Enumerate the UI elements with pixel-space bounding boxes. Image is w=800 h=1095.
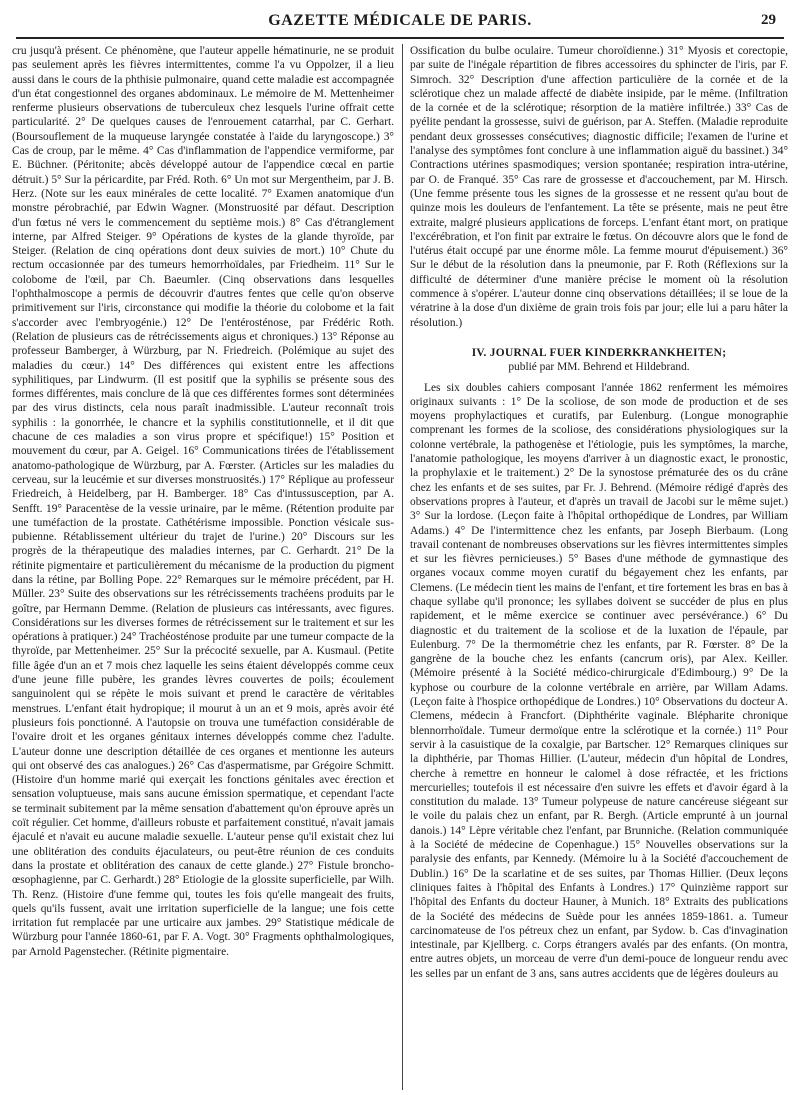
- journal-title: GAZETTE MÉDICALE DE PARIS.: [268, 12, 532, 29]
- right-column: [410, 44, 788, 1090]
- section-subheading: publié par MM. Behrend et Hildebrand.: [508, 361, 690, 374]
- column-divider: [402, 44, 403, 1090]
- header-rule: [16, 37, 784, 39]
- left-column: [12, 44, 394, 1090]
- right-paragraph-1: Ossification du bulbe oculaire. Tumeur choroïdienne.) 31° Myosis et corectopie, par suite de l'inégale répartition de fibres accessoires du sphincter de l'iris, par F. Simroch. 32° Description d'une affection particulière de la cornée et de la sclérotique chez un malade affecté de diabète insipide, par le même. (Infiltration de la cornée et de la sclérotique; résorption de la matière infiltrée.) 33° Cas de pyélite pendant la grossesse, suivi de guérison, par A. Steffen. (Maladie reproduite pendant deux grossesses consécutives; diagnostic difficile; l'examen de l'urine et l'analyse des symptômes font conclure à une inflammation aiguë du bassinet.) 34° Contractions utérines spasmodiques; version spontanée; respiration intra-utérine, par O. de Franqué. 35° Cas rare de grossesse et d'accouchement, par M. Hirsch. (Une femme présente tous les signes de la grossesse et ne ressent qu'au bout de quinze mois les douleurs de l'enfantement. La tête se présente, mais ne peut être extraite, malgré plusieurs applications de forceps. L'enfant étant mort, on pratique l'excérébration, et l'on finit par extraire le fœtus. On découvre alors que le fond de l'utérus était occupé par une énorme môle. La femme mourut d'épuisement.) 36° Sur le début de la résolution dans la pneumonie, par F. Roth (Réflexions sur la difficulté de déterminer d'une manière précise le moment où la résolution commence à s'opérer. L'auteur donne cinq observations détaillées; il se loue de la vératrine à la dose d'un dixième de grain trois fois par jour; elle lui a paru hâter la résolution.): [410, 45, 788, 329]
- page-header: [16, 6, 784, 34]
- page-number: 29: [761, 12, 776, 28]
- right-paragraph-2: Les six doubles cahiers composant l'année 1862 renferment les mémoires originaux suivants : 1° De la scoliose, de son mode de production et de ses moyens prophylactiques et curatifs, par Eulenburg. (Longue monographie comprenant les formes de la scoliose, des considérations physiologiques sur la colonne vertébrale, la pathogenèse et l'étiologie, puis les symptômes, la marche, l'anatomie pathologique, les moyens d'arriver à un diagnostic exact, le pronostic, la prophylaxie et le traitement.) 2° De la synostose prématurée des os du crâne chez les enfants et de ses suites, par Fr. J. Behrend. (Mémoire rédigé d'après des observations propres à l'auteur, et d'après un travail de Jacobi sur le même sujet.) 3° Sur la lordose. (Leçon faite à l'hôpital orthopédique de Londres, par William Adams.) 4° De l'intermittence chez les enfants, par Joseph Bierbaum. (Long travail contenant de nombreuses observations sur les fièvres intermittentes simples et sur les fièvres pernicieuses.) 5° Bases d'une méthode de gymnastique des organes vocaux comme moyen curatif du bégayement chez les enfants, par Clemens. (Le médecin tient les mains de l'enfant, et tire fortement les bras en bas à chaque syllabe qu'il prononce; les syllabes doivent se succéder de plus en plus rapidement, et le même exercice se continuer avec persévérance.) 6° Du diagnostic et du traitement de la scoliose et de la luxation de l'épaule, par Eulenburg. 7° De la thermométrie chez les enfants, par R. Fœrster. 8° De la gangrène de la bouche chez les enfants (cancrum oris), par Alex. Keiller. (Mémoire présenté à la Société médico-chirurgicale d'Edimbourg.) 9° De la kyphose ou courbure de la colonne vertébrale en arrière, par Willam Adams. (Leçon faite à l'hospice orthopédique de Londres.) 10° Observations du docteur A. Clemens, médecin à Francfort. (Diphthérite vaginale. Blépharite chronique blennorrhoïdale. Tumeur dermoïque entre la sclérotique et la cornée.) 11° Pour servir à la casuistique de la coxalgie, par Bartscher. 12° Remarques cliniques sur la diphthérie, par Thomas Hillier. (L'auteur, médecin d'un hôpital de Londres, cherche à remettre en honneur le calomel à dose réfractée, et les frictions mercurielles; toutefois il est nécessaire d'en suivre les effets et d'avoir égard à la constitution du malade. 13° Tumeur polypeuse de nature cancéreuse siégeant sur le voile du palais chez un enfant, par R. Bergh. (Article emprunté à un journal danois.) 14° Lèpre véritable chez l'enfant, par Brunniche. (Relation communiquée à la Société de médecine de Copenhague.) 15° Nouvelles observations sur la paralysie des enfants, par Kennedy. (Mémoire lu à la Société d'accouchement de Dublin.) 16° De la scarlatine et de ses suites, par Thomas Hillier. (Deux leçons cliniques faites à l'hôpital des Enfants à Londres.) 17° Quinzième rapport sur l'hôpital des Enfants du docteur Hauner, à Munich. 18° Extraits des publications de la Société des médecins de Suède pour les années 1859-1861. a. Tumeur carcinomateuse de l'os pétreux chez un enfant, par Sydow. b. Cas d'invagination intestinale, par Kjellberg. c. Corps étrangers avalés par des enfants. (On montra, entre autres objets, un morceau de verre d'un demi-pouce de longueur rendu avec les selles par un enfant de 3 ans, sans autres accidents que de légères douleurs au: [410, 381, 788, 980]
- left-column-text: cru jusqu'à présent. Ce phénomène, que l'auteur appelle hématinurie, ne se produit pas seulement après les fièvres intermittentes, comme l'a vu Oppolzer, il a lieu aussi dans le cours de la phthisie pulmonaire, quand cette maladie est accompagnée d'un état congestionnel des organes abdominaux. Le mémoire de M. Mettenheimer renferme plusieurs observations de tuberculeux chez lesquels l'urine offrait cette particularité. 2° De quelques causes de l'enrouement catarrhal, par C. Gerhart. (Boursouflement de la muqueuse laryngée constatée à l'aide du laryngoscope.) 3° Cas de croup, par le même. 4° Cas d'inflammation de l'appendice vermiforme, par E. Büchner. (Péritonite; abcès développé autour de l'appendice cœcal en partie détruit.) 5° Sur la péricardite, par Fréd. Roth. 6° Un mot sur Mergentheim, par J. B. Herz. (Note sur les eaux minérales de cette localité. 7° Examen anatomique d'un monstre pérobrachié, par Edwin Wagner. (Monstruosité par défaut. Description d'un fœtus né vers le commencement du septième mois.) 8° Cas d'étranglement interne, par Alfred Steiger. 9° Opérations de kystes de la glande thyroïde, par Steiger. (Relation de cinq opérations dont deux suivies de mort.) 10° Chute du rectum occasionnée par des tumeurs hemorrhoïdales, par Friedheim. 11° Sur le colobome de l'œil, par Ch. Baeumler. (Cinq observations dans lesquelles l'ophthalmoscope a permis de découvrir d'autres fentes que celle qu'on observe primitivement sur l'iris, circonstance qui modifie la théorie du colobome et la fait s'accorder avec l'embryogénie.) 12° De l'entérosténose, par Frédéric Roth. (Relation de plusieurs cas de rétrécissements aigus et chroniques.) 13° Réponse au professeur Bamberger, à Würzburg, par N. Friedreich. (Polémique au sujet des maladies du cœur.) 14° Des différences qui existent entre les affections syphilitiques, par Lindwurm. (Il est positif que la syphilis se présente sous des formes différentes, mais conclure de là que ces différentes formes sont déterminées par des virus distincts, cela nous paraît inadmissible. L'auteur reconnaît trois syphilis : la gonorrhée, le chancre et la syphilis constitutionnelle, et il dit que chacune de ces maladies a son virus propre et spécifique!) 15° Position et mouvement du cœur, par A. Geigel. 16° Communications tirées de l'établissement anatomo-pathologique de Würzburg, par A. Fœrster. (Articles sur les maladies du cerveau, sur la leucémie et sur diverses monstruosités.) 17° Réplique au professeur Friedreich, à Heidelberg, par H. Bamberger. 18° Cas d'intussusception, par A. Senfft. 19° Paracentèse de la vessie urinaire, par le même. (Rétention produite par une tuméfaction de la prostate. Cathétérisme impossible. Ponction vésicale sus-pubienne. Rétablissement ultérieur du trajet de l'urine.) 20° Discours sur les progrès de la thérapeutique des maladies internes, par C. Gerhardt. 21° De la rétinite pigmentaire et particulièrement du mécanisme de la production du pigment dans la rétine, par Bolling Pope. 22° Remarques sur le mémoire précédent, par H. Müller. 23° Suite des observations sur les rétrécissements trachéens produits par le goître, par Hermann Demme. (Relation de plusieurs cas intéressants, avec figures. Considérations sur les diverses formes de rétrécissement sur le traitement et sur les opérations à pratiquer.) 24° Trachéosténose produite par une tumeur compacte de la thyroïde, par Mettenheimer. 25° Sur la précocité sexuelle, par A. Kusmaul. (Petite fille âgée d'un an et 7 mois chez laquelle les seins étaient développés comme ceux d'une jeune fille pubère, les grandes lèvres couvertes de poils; écoulement sanguinolent qui se répète le mois suivant et prend le caractère de véritables menstrues. L'enfant était hydropique; il mourut à un an et 9 mois, après avoir été plusieurs fois ponctionné. A l'autopsie on trouva une tuméfaction considérable de l'ovaire droit et les organes génitaux internes développés comme chez l'adulte. L'auteur donne une description détaillée de ces organes et mentionne les auteurs qui ont observé des cas analogues.) 26° Cas d'aspermatisme, par Grégoire Schmitt. (Histoire d'un homme marié qui exerçait les fonctions génitales avec érection et sensation voluptueuse, mais sans aucune émission spermatique, et cependant l'acte se terminait subitement par la même sensation d'abattement qu'on éprouve après un coït régulier. Cet homme, d'ailleurs robuste et parfaitement constitué, n'avait jamais éjaculé et n'avait eu aucune maladie sexuelle. L'auteur pense qu'il existait chez lui une oblitération des conduits éjaculateurs, ou peut-être réunion de ces conduits dans la prostate et oblitération des canaux de cette glande.) 27° Fistule broncho-œsophagienne, par C. Gerhardt.) 28° Etiologie de la glossite superficielle, par Wilh. Th. Renz. (Histoire d'une femme qui, toutes les fois qu'elle mangeait des fruits, quels qu'ils fussent, avait une irritation superficielle de la langue; une fois cette irritation fut remplacée par une urticaire aux jambes. 29° Statistique médicale de Würzburg pour l'année 1860-61, par F. A. Vogt. 30° Fragments ophthalmologiques, par Arnold Pagenstecher. (Rétinite pigmentaire.: [12, 45, 394, 958]
- section-heading: IV. JOURNAL FUER KINDERKRANKHEITEN;: [471, 346, 727, 359]
